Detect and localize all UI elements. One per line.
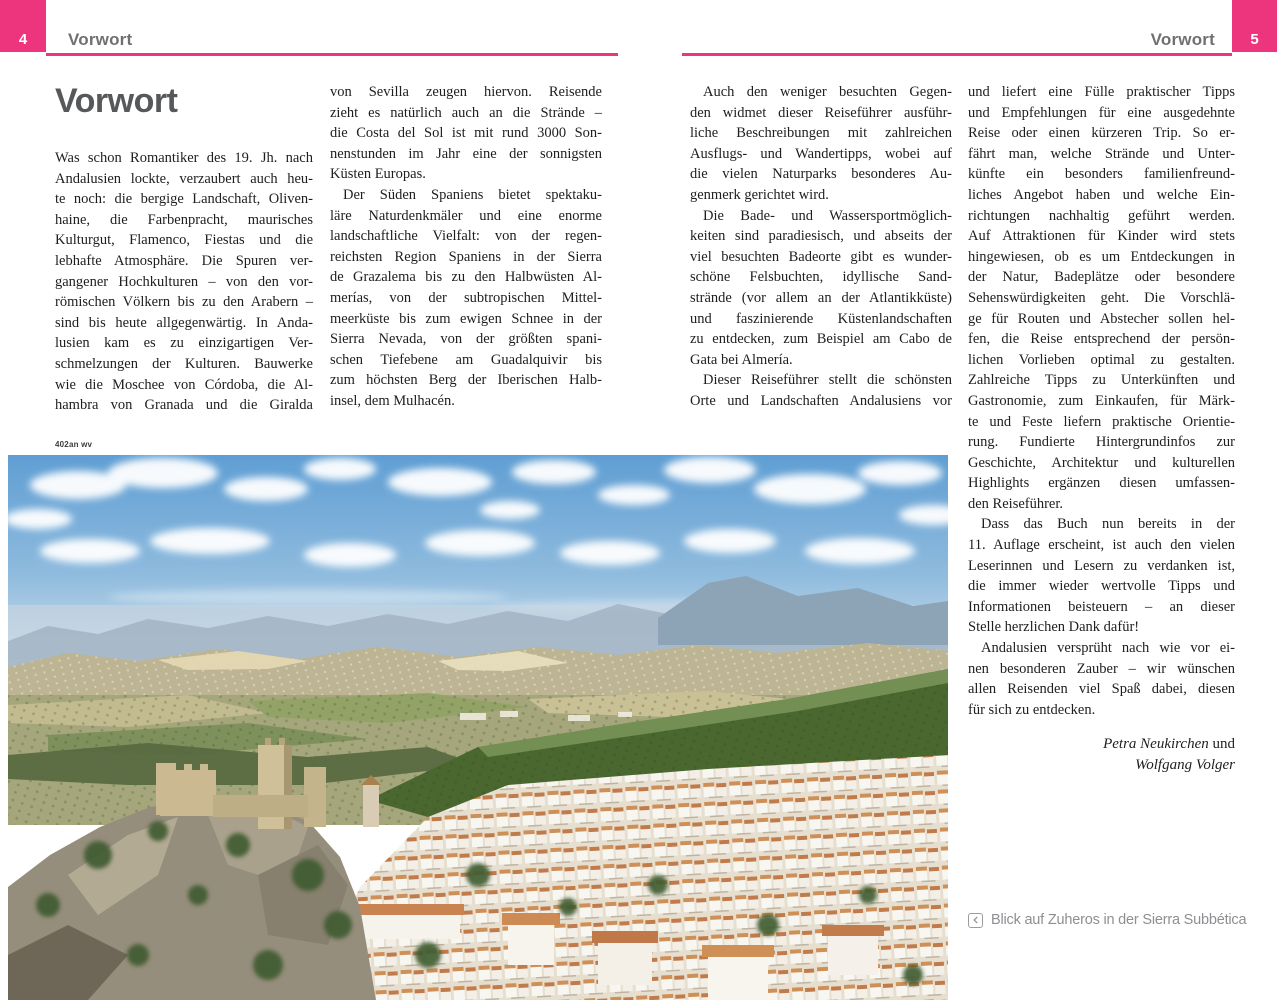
author-signature <box>968 734 1235 776</box>
text-line: Dieser Reiseführer stellt die schönsten <box>703 372 952 389</box>
text-line: lebhafte Atmosphäre. Die Spuren ver- <box>55 252 313 269</box>
page-number-box-left <box>0 0 46 52</box>
text-line: nen besonderen Zauber – wir wünschen <box>968 660 1235 677</box>
text-line: die immer wieder wertvolle Tipps und <box>968 578 1235 595</box>
text-line: landschaftliche Vielfalt: von der regen- <box>330 228 602 245</box>
text-line: Ausflugs- und Wandertipps, wobei auf <box>690 145 952 162</box>
text-line: gangener Hochkulturen – von den vor- <box>55 273 313 290</box>
text-line: wie die Moschee von Córdoba, die Al- <box>55 376 313 393</box>
text-line: der Natur, Badeplätze oder besondere <box>968 269 1235 286</box>
text-line: allen Reisenden viel Spaß dabei, diesen <box>968 681 1235 698</box>
text-line: te noch: die bergige Landschaft, Oliven- <box>55 191 313 208</box>
text-line: zieht es natürlich auch an die Strände – <box>330 104 602 121</box>
text-line: und faszinierende Küstenlandschaften <box>690 310 952 327</box>
signature-conjunction: und <box>1208 736 1235 753</box>
text-column-3 <box>690 82 952 412</box>
text-line: insel, dem Mulhacén. <box>330 392 455 409</box>
running-head-right: Vorwort <box>1150 30 1215 49</box>
text-line: strände (vor allem an der Atlantikküste) <box>690 289 952 306</box>
text-column-4 <box>968 82 1235 776</box>
page-number-box-right <box>1232 0 1277 52</box>
text-line: Informationen beisteuern – an dieser <box>968 598 1235 615</box>
text-line: Stelle herzlichen Dank dafür! <box>968 619 1140 636</box>
running-head-left: Vorwort <box>68 30 133 49</box>
header-rule-right <box>682 53 1232 56</box>
photo-caption-text: Blick auf Zuheros in der Sierra Subbética <box>991 912 1247 928</box>
text-line: merías, von der subtropischen Mittel- <box>330 289 602 306</box>
text-line: haine, die Farbenpracht, maurisches <box>55 211 313 228</box>
header-rule-left <box>46 53 618 56</box>
text-line: Orte und Landschaften Andalusiens vor <box>690 392 952 409</box>
text-line: und liefert eine Fülle praktischer Tipps <box>968 84 1235 100</box>
text-line: reichsten Region Spaniens in der Sierra <box>330 248 602 265</box>
text-line: Gastronomie, zum Einkaufen, für Märk- <box>968 392 1235 409</box>
text-line: keiten sind paradiesisch, und abseits der <box>690 228 952 245</box>
author-name-2: Wolfgang Volger <box>1135 757 1235 774</box>
text-line: die Costa del Sol ist mit rund 3000 Son- <box>330 125 602 142</box>
text-line: Reise oder einen kürzeren Trip. So er- <box>968 125 1235 142</box>
text-line: viel besuchten Badeorte gibt es wunder- <box>690 248 952 265</box>
text-line: de Grazalema bis zu den Halbwüsten Al- <box>330 269 602 286</box>
text-line: Gata bei Almería. <box>690 351 793 368</box>
text-line: genmerk gerichtet wird. <box>690 186 829 203</box>
text-line: lusien kam es zu einzigartigen Ver- <box>55 335 313 352</box>
text-line: Sierra Nevada, von der größten spani- <box>330 331 602 348</box>
text-line: Highlights ergänzen diesen umfassen- <box>968 475 1235 492</box>
text-line: te und Feste liefern praktische Orientie- <box>968 413 1235 430</box>
text-line: Auch den weniger besuchten Gegen- <box>703 84 952 100</box>
text-line: fen, die Reise entsprechend der persön- <box>968 331 1235 348</box>
text-line: die vielen Naturparks besonderes Au- <box>690 166 952 183</box>
text-line: Andalusien lockte, verzaubert auch heu- <box>55 170 313 187</box>
photo-credit: 402an wv <box>55 440 93 449</box>
photo-zuheros <box>8 455 948 1000</box>
text-line: richtungen nachhaltig geführt werden. <box>968 207 1235 224</box>
text-line: Auf Attraktionen für Kinder wird stets <box>968 228 1235 245</box>
text-line: 11. Auflage erscheint, ist auch den vielen <box>968 537 1235 554</box>
text-line: den Reiseführer. <box>968 495 1064 512</box>
text-line: Der Süden Spaniens bietet spektaku- <box>343 186 602 203</box>
text-line: zu entdecken, zum Beispiel am Cabo de <box>690 331 952 348</box>
text-line: hambra von Granada und die Giralda <box>55 397 313 414</box>
chevron-left-box-icon <box>968 913 983 928</box>
text-line: und Empfehlungen für eine ausgedehnte <box>968 104 1235 121</box>
text-line: liches Angebot haben und welche Ein- <box>968 186 1235 203</box>
text-line: meerküste bis zum ewigen Schnee in der <box>330 310 602 327</box>
text-line: zum höchsten Berg der Iberischen Halb- <box>330 372 602 389</box>
page-title: Vorwort <box>55 82 178 120</box>
text-line: künfte ein besonders familienfreund- <box>968 166 1235 183</box>
text-line: schmelzungen der Kulturen. Bauwerke <box>55 355 313 372</box>
text-line: Küsten Europas. <box>330 166 426 183</box>
text-column-2 <box>330 82 602 412</box>
text-line: Kulturgut, Flamenco, Fiestas und die <box>55 232 313 249</box>
page-number-right: 5 <box>1250 31 1259 48</box>
text-line: lichen Vorlieben optimal zu gestalten. <box>968 351 1235 368</box>
text-line: den widmet dieser Reiseführer ausführ- <box>690 104 952 121</box>
text-line: hingewiesen, ob es um Entdeckungen in <box>968 248 1235 265</box>
text-line: Dass das Buch nun bereits in der <box>981 516 1235 533</box>
text-line: fährt man, welche Strände und Unter- <box>968 145 1235 162</box>
text-column-1 <box>55 148 313 416</box>
text-line: schöne Felsbuchten, idyllische Sand- <box>690 269 952 286</box>
text-line: von Sevilla zeugen hiervon. Reisende <box>330 84 602 100</box>
text-line: liche Beschreibungen mit zahlreichen <box>690 125 952 142</box>
page-number-left: 4 <box>18 31 28 48</box>
text-line: sind bis heute allgegenwärtig. In Anda- <box>55 314 313 331</box>
text-line: schen Tiefebene am Guadalquivir bis <box>330 351 602 368</box>
text-line: nenstunden im Jahr eine der sonnigsten <box>330 145 602 162</box>
photo-caption <box>968 912 1246 928</box>
text-line: Was schon Romantiker des 19. Jh. nach <box>55 150 313 166</box>
text-line: Sehenswürdigkeiten geht. Die Vorschlä- <box>968 289 1235 306</box>
text-line: läre Naturdenkmäler und eine enorme <box>330 207 602 224</box>
text-line: Andalusien versprüht nach wie vor ei- <box>981 640 1235 657</box>
photo-illustration <box>8 455 948 1000</box>
author-name-1: Petra Neukirchen <box>1103 736 1209 753</box>
text-line: Die Bade- und Wassersportmöglich- <box>703 207 952 224</box>
text-line: für sich zu entdecken. <box>968 701 1096 718</box>
text-line: rung. Fundierte Hintergrundinfos zur <box>968 434 1235 451</box>
text-line: Leserinnen und Lesern zu verdanken ist, <box>968 557 1235 574</box>
text-line: Zahlreiche Tipps zu Unterkünften und <box>968 372 1235 389</box>
text-line: Geschichte, Architektur und kulturellen <box>968 454 1235 471</box>
text-line: ge für Routen und Abstecher sollen hel- <box>968 310 1235 327</box>
text-line: römischen Völkern bis zu den Arabern – <box>55 294 313 311</box>
